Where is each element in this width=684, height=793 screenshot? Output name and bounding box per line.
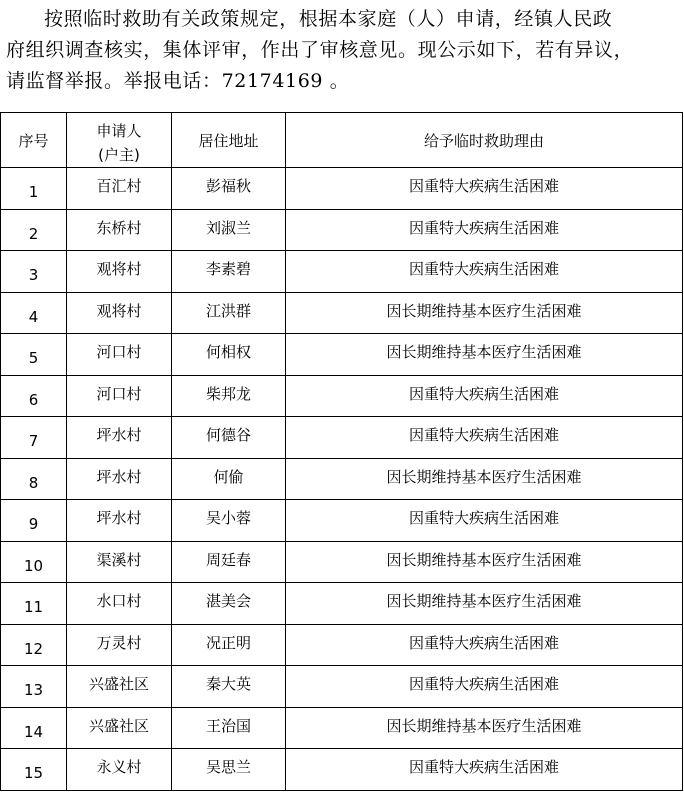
row-village: 坪水村 (67, 458, 172, 500)
row-reason: 因长期维持基本医疗生活困难 (286, 334, 683, 376)
row-name: 何偷 (172, 458, 286, 500)
row-index: 15 (1, 749, 67, 791)
intro-line-3 (6, 66, 682, 97)
table-row (1, 583, 683, 625)
row-reason: 因长期维持基本医疗生活困难 (286, 292, 683, 334)
row-village: 坪水村 (67, 417, 172, 459)
row-reason: 因重特大疾病生活困难 (286, 251, 683, 293)
header-address-label: 居住地址 (198, 132, 259, 150)
row-village: 万灵村 (67, 624, 172, 666)
row-village: 兴盛社区 (67, 666, 172, 708)
row-index: 11 (1, 583, 67, 625)
table-row (1, 292, 683, 334)
table-row (1, 168, 683, 210)
row-index: 4 (1, 292, 67, 334)
row-index: 13 (1, 666, 67, 708)
row-village: 坪水村 (67, 500, 172, 542)
row-reason: 因长期维持基本医疗生活困难 (286, 458, 683, 500)
row-name: 况正明 (172, 624, 286, 666)
table-header (1, 113, 683, 168)
row-index: 9 (1, 500, 67, 542)
table-row (1, 251, 683, 293)
table-row (1, 458, 683, 500)
row-reason: 因重特大疾病生活困难 (286, 749, 683, 791)
row-village: 观将村 (67, 251, 172, 293)
row-village: 河口村 (67, 375, 172, 417)
header-applicant-line1: 申请人 (96, 122, 142, 140)
row-name: 柴邦龙 (172, 375, 286, 417)
header-index-label: 序号 (18, 132, 49, 150)
row-village: 百汇村 (67, 168, 172, 210)
table-row (1, 624, 683, 666)
row-reason: 因长期维持基本医疗生活困难 (286, 583, 683, 625)
row-index: 12 (1, 624, 67, 666)
row-village: 观将村 (67, 292, 172, 334)
header-row (1, 113, 683, 168)
header-index (1, 113, 67, 168)
row-name: 王治国 (172, 707, 286, 749)
row-reason: 因重特大疾病生活困难 (286, 417, 683, 459)
header-reason (286, 113, 683, 168)
row-name: 何德谷 (172, 417, 286, 459)
row-index: 10 (1, 541, 67, 583)
row-index: 8 (1, 458, 67, 500)
table-row (1, 707, 683, 749)
row-name: 吴思兰 (172, 749, 286, 791)
row-village: 永义村 (67, 749, 172, 791)
intro-line-1: 按照临时救助有关政策规定，根据本家庭（人）申请，经镇人民政 (44, 8, 613, 30)
row-index: 14 (1, 707, 67, 749)
header-applicant (67, 113, 172, 168)
intro-line-2: 府组织调查核实，集体评审，作出了审核意见。现公示如下，若有异议， (6, 39, 634, 61)
row-name: 湛美会 (172, 583, 286, 625)
row-reason: 因长期维持基本医疗生活困难 (286, 707, 683, 749)
table-row (1, 500, 683, 542)
row-name: 吴小蓉 (172, 500, 286, 542)
table-row (1, 417, 683, 459)
intro-end: 。 (323, 70, 350, 92)
header-reason-label: 给予临时救助理由 (423, 132, 544, 150)
header-applicant-line2: (户主) (98, 146, 140, 164)
row-reason: 因重特大疾病生活困难 (286, 666, 683, 708)
row-name: 刘淑兰 (172, 209, 286, 251)
report-label: 请监督举报。举报电话： (6, 70, 222, 92)
row-index: 7 (1, 417, 67, 459)
relief-table (0, 112, 683, 791)
row-index: 1 (1, 168, 67, 210)
row-index: 2 (1, 209, 67, 251)
table-row (1, 541, 683, 583)
row-village: 兴盛社区 (67, 707, 172, 749)
row-reason: 因长期维持基本医疗生活困难 (286, 541, 683, 583)
row-village: 东桥村 (67, 209, 172, 251)
row-village: 水口村 (67, 583, 172, 625)
report-phone: 72174169 (221, 70, 324, 92)
row-name: 彭福秋 (172, 168, 286, 210)
row-name: 何相权 (172, 334, 286, 376)
table-row (1, 749, 683, 791)
row-index: 6 (1, 375, 67, 417)
table-row (1, 375, 683, 417)
row-village: 河口村 (67, 334, 172, 376)
table-row (1, 666, 683, 708)
row-name: 周廷春 (172, 541, 286, 583)
table-row (1, 209, 683, 251)
row-reason: 因重特大疾病生活困难 (286, 624, 683, 666)
row-reason: 因重特大疾病生活困难 (286, 168, 683, 210)
row-index: 5 (1, 334, 67, 376)
row-village: 渠溪村 (67, 541, 172, 583)
row-index: 3 (1, 251, 67, 293)
notice-intro (6, 4, 682, 97)
table-row (1, 334, 683, 376)
header-address (172, 113, 286, 168)
row-reason: 因重特大疾病生活困难 (286, 209, 683, 251)
row-name: 秦大英 (172, 666, 286, 708)
row-name: 江洪群 (172, 292, 286, 334)
row-reason: 因重特大疾病生活困难 (286, 500, 683, 542)
table-body (1, 168, 683, 791)
row-reason: 因重特大疾病生活困难 (286, 375, 683, 417)
row-name: 李素碧 (172, 251, 286, 293)
